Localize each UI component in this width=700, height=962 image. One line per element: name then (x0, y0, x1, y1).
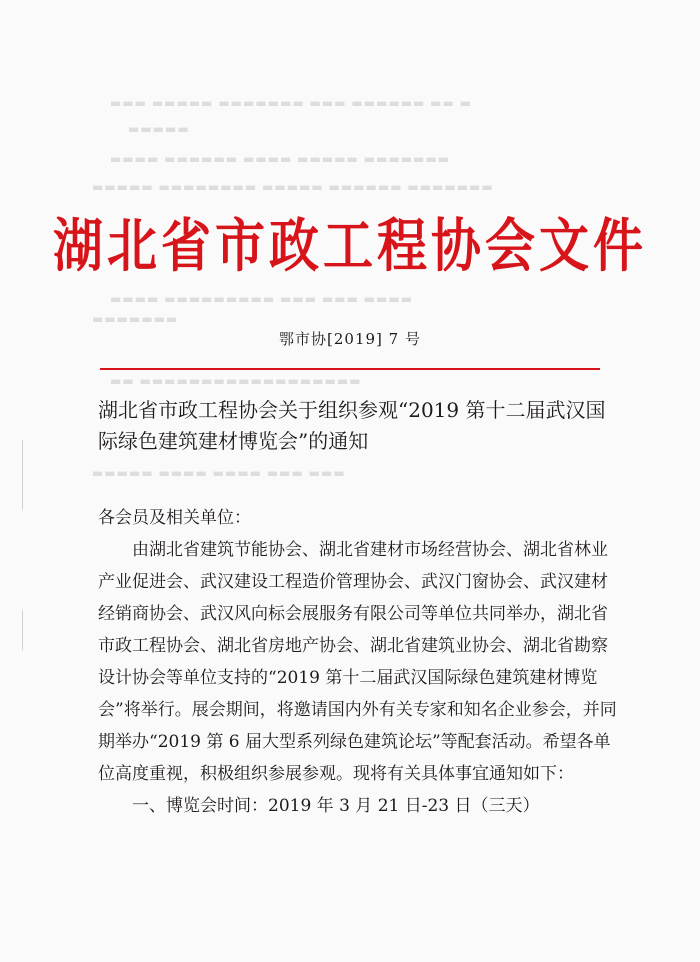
notice-title: 湖北省市政工程协会关于组织参观“2019 第十二届武汉国际绿色建筑建材博览会”的通知 (98, 398, 606, 453)
bleed-through-line: ▬▬▬▬▬ ▬▬▬▬▬▬▬▬ ▬▬▬▬▬ ▬▬▬▬▬▬ ▬▬▬▬▬▬▬ (92, 180, 494, 194)
bleed-through-line: ▬▬▬ ▬▬▬▬▬ ▬▬▬▬▬▬▬ ▬▬▬ ▬▬▬▬▬▬ ▬▬ ▬ (110, 96, 473, 110)
bleed-through-line: ▬▬▬▬▬ (128, 122, 190, 136)
paper-edge-mark (22, 440, 23, 510)
bleed-through-line: ▬▬▬▬▬▬▬ (92, 312, 179, 326)
bleed-through-line: ▬▬▬▬ ▬▬▬▬▬▬▬▬▬ ▬▬▬ ▬▬▬ ▬▬▬▬ (110, 292, 414, 306)
red-divider-line (100, 368, 600, 370)
bleed-through-line: ▬▬▬▬ ▬▬▬▬▬▬ ▬▬▬▬ ▬▬▬▬▬ ▬▬▬▬▬▬▬ (110, 152, 451, 166)
bleed-through-line: ▬▬ ▬▬▬▬▬▬▬▬▬▬▬▬▬▬▬▬▬▬ (110, 374, 362, 388)
paper-edge-mark (22, 610, 23, 650)
document-number: 鄂市协[2019] 7 号 (279, 330, 421, 348)
issuer-header-title: 湖北省市政工程协会文件 (53, 212, 647, 280)
body-paragraph: 由湖北省建筑节能协会、湖北省建材市场经营协会、湖北省林业产业促进会、武汉建设工程造价管理协会、武汉门窗协会、武汉建材经销商协会、武汉风向标会展服务有限公司等单位共同举办，湖北省市政工程协会、湖北省房地产协会、湖北省建筑业协会、湖北省勘察设计协会等单位支持的“2019 第十二届武汉国际绿色建筑建材博览会”将举行。展会期间，将邀请国内外有关专家和知名企业参会，并同期举办“2019 第 6 届大型系列绿色建筑论坛”等配套活动。希望各单位高度重视，积极组织参展参观。现将有关具体事宜通知如下： (98, 540, 617, 784)
list-item-schedule: 一、博览会时间：2019 年 3 月 21 日-23 日（三天） (132, 796, 540, 816)
salutation: 各会员及相关单位： (98, 508, 251, 528)
bleed-through-line: ▬▬▬▬▬ ▬▬▬▬ ▬▬▬▬ ▬▬▬ ▬▬▬ (92, 466, 346, 480)
notice-body (98, 502, 618, 822)
